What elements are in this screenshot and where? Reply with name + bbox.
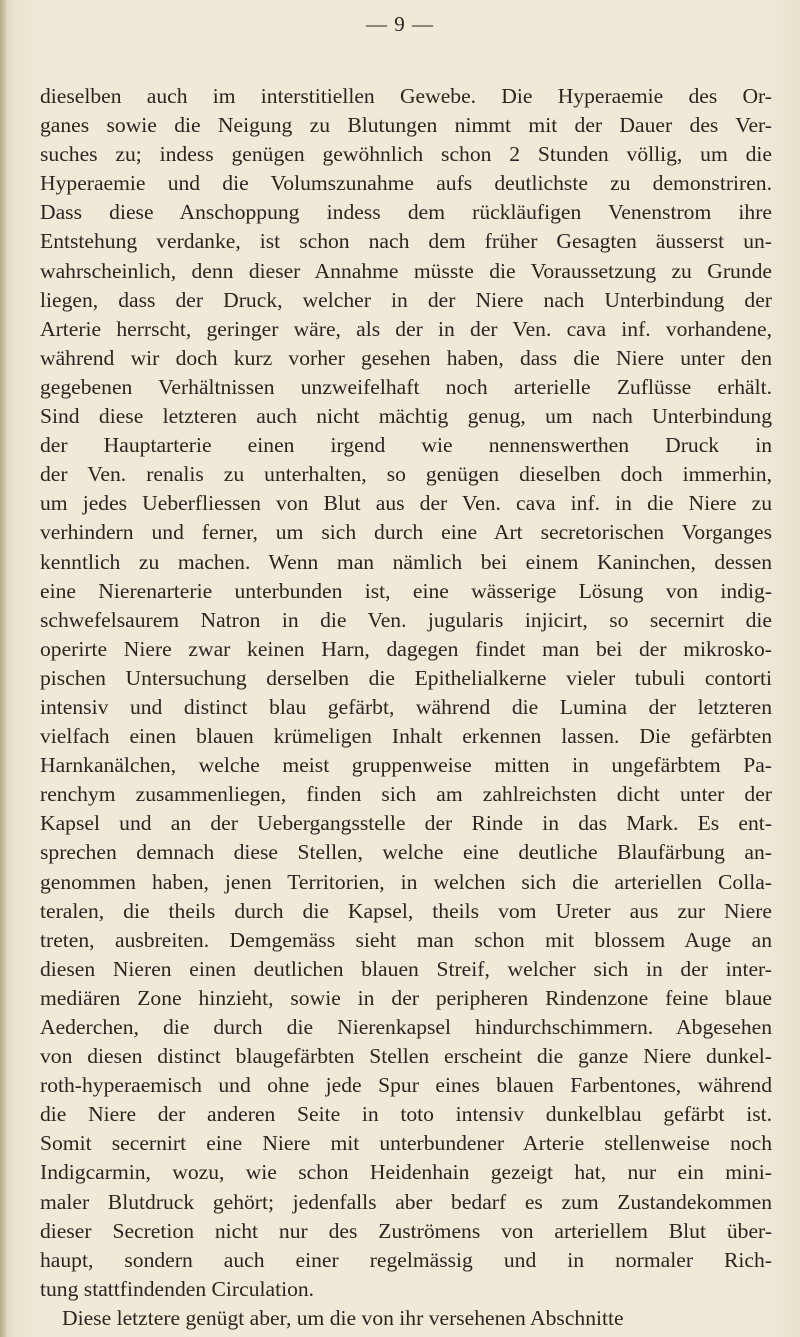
text-line: Diese letztere genügt aber, um die von ihr versehenen Abschnitte — [62, 1305, 624, 1330]
body-text — [40, 82, 772, 1333]
text-line: ganes sowie die Neigung zu Blutungen nimmt mit der Dauer des Ver- — [40, 113, 772, 138]
text-line: treten, ausbreiten. Demgemäss sieht man schon mit blossem Auge an — [40, 927, 772, 952]
text-line: Somit secernirt eine Niere mit unterbundener Arterie stellenweise noch — [40, 1131, 772, 1156]
text-line: Aederchen, die durch die Nierenkapsel hindurchschimmern. Abgesehen — [40, 1015, 772, 1039]
text-line: Harnkanälchen, welche meist gruppenweise mitten in ungefärbtem Pa- — [40, 753, 772, 778]
text-line: der Hauptarterie einen irgend wie nennenswerthen Druck in — [40, 433, 772, 458]
text-line: schwefelsaurem Natron in die Ven. jugularis injicirt, so secernirt die — [40, 607, 772, 632]
page-binding-edge — [0, 0, 6, 1337]
text-line: während wir doch kurz vorher gesehen haben, dass die Niere unter den — [40, 345, 772, 370]
text-line: um jedes Ueberfliessen von Blut aus der Ven. cava inf. in die Niere zu — [40, 491, 772, 516]
text-line: wahrscheinlich, denn dieser Annahme müsste die Voraussetzung zu Grunde — [40, 258, 772, 283]
text-line: Sind diese letzteren auch nicht mächtig genug, um nach Unterbindung — [40, 404, 772, 429]
text-line: roth-hyperaemisch und ohne jede Spur eines blauen Farbentones, während — [40, 1073, 772, 1098]
text-line: dieselben auch im interstitiellen Gewebe. Die Hyperaemie des Or- — [40, 84, 772, 108]
text-line: diesen Nieren einen deutlichen blauen Streif, welcher sich in der inter- — [40, 956, 772, 981]
text-line: intensiv und distinct blau gefärbt, während die Lumina der letzteren — [40, 694, 772, 719]
text-line: haupt, sondern auch einer regelmässig und in normaler Rich- — [40, 1247, 772, 1272]
text-line: vielfach einen blauen krümeligen Inhalt erkennen lassen. Die gefärbten — [40, 724, 772, 749]
text-line: suches zu; indess genügen gewöhnlich schon 2 Stunden völlig, um die — [40, 142, 772, 167]
text-line: dieser Secretion nicht nur des Zuströmens von arteriellem Blut über- — [40, 1218, 772, 1243]
text-line: eine Nierenarterie unterbunden ist, eine wässerige Lösung von indig- — [40, 578, 772, 603]
page-number: — 9 — — [366, 12, 434, 36]
text-line: Hyperaemie und die Volumszunahme aufs deutlichste zu demonstriren. — [40, 171, 772, 196]
text-line: kenntlich zu machen. Wenn man nämlich bei einem Kaninchen, dessen — [40, 549, 772, 574]
text-line: die Niere der anderen Seite in toto intensiv dunkelblau gefärbt ist. — [40, 1102, 772, 1127]
text-line: Kapsel und an der Uebergangsstelle der Rinde in das Mark. Es ent- — [40, 811, 772, 836]
text-line: teralen, die theils durch die Kapsel, theils vom Ureter aus zur Niere — [40, 898, 772, 923]
text-line: verhindern und ferner, um sich durch eine Art secretorischen Vorganges — [40, 520, 772, 545]
text-line: von diesen distinct blaugefärbten Stellen erscheint die ganze Niere dunkel- — [40, 1044, 772, 1069]
text-line: sprechen demnach diese Stellen, welche eine deutliche Blaufärbung an- — [40, 840, 772, 865]
text-line: operirte Niere zwar keinen Harn, dagegen findet man bei der mikrosko- — [40, 636, 772, 661]
text-line: genommen haben, jenen Territorien, in welchen sich die arteriellen Colla- — [40, 869, 772, 894]
text-line: der Ven. renalis zu unterhalten, so genügen dieselben doch immerhin, — [40, 462, 772, 487]
text-line: Dass diese Anschoppung indess dem rückläufigen Venenstrom ihre — [40, 200, 772, 225]
text-line: maler Blutdruck gehört; jedenfalls aber bedarf es zum Zustandekommen — [40, 1189, 772, 1214]
text-line: tung stattfindenden Circulation. — [40, 1276, 315, 1301]
text-line: gegebenen Verhältnissen unzweifelhaft noch arterielle Zuflüsse erhält. — [40, 374, 772, 399]
text-line: Indigcarmin, wozu, wie schon Heidenhain gezeigt hat, nur ein mini- — [40, 1160, 772, 1185]
text-line: Entstehung verdanke, ist schon nach dem früher Gesagten äusserst un- — [40, 229, 772, 254]
text-line: Arterie herrscht, geringer wäre, als der in der Ven. cava inf. vorhandene, — [40, 316, 772, 341]
text-line: mediären Zone hinzieht, sowie in der peripheren Rindenzone feine blaue — [40, 985, 772, 1010]
text-line: renchym zusammenliegen, finden sich am zahlreichsten dicht unter der — [40, 782, 772, 807]
text-line: pischen Untersuchung derselben die Epithelialkerne vieler tubuli contorti — [40, 665, 772, 690]
text-line: liegen, dass der Druck, welcher in der Niere nach Unterbindung der — [40, 287, 772, 312]
